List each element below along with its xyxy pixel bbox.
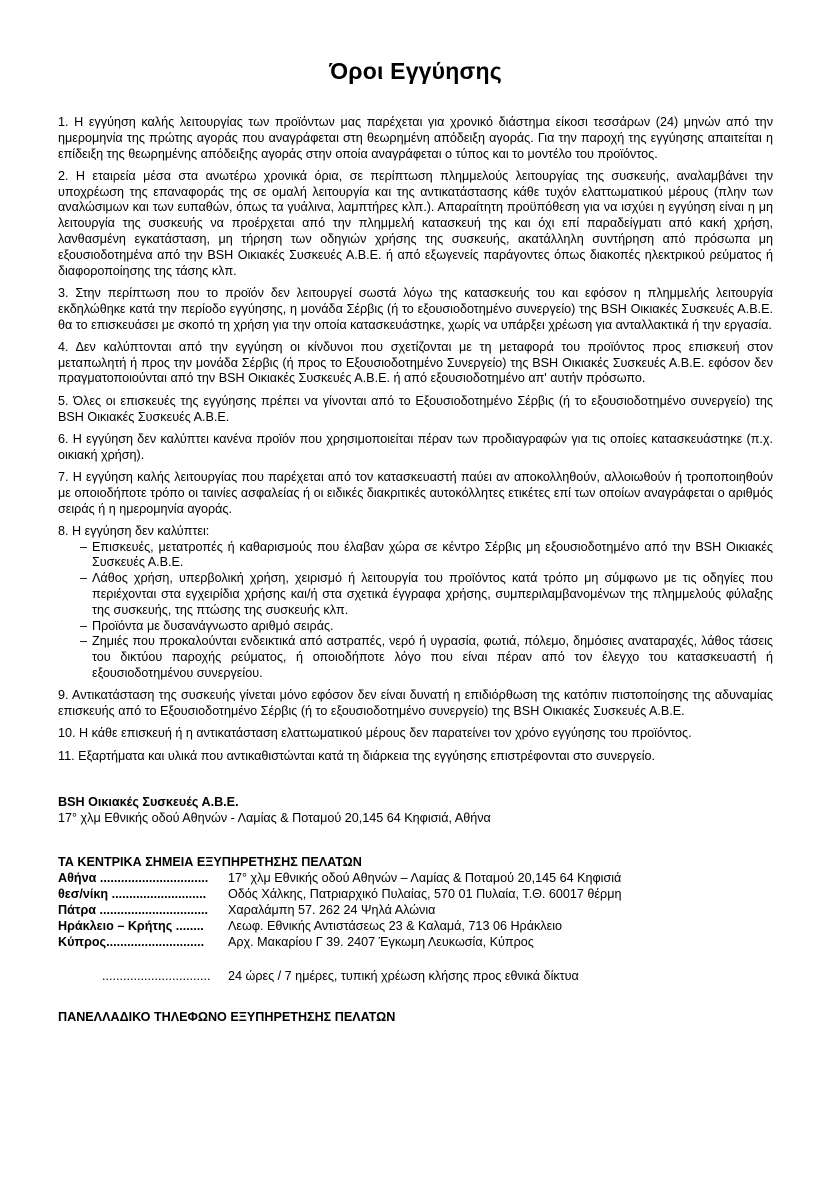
center-address: Αρχ. Μακαρίου Γ 39. 2407 Έγκωμη Λευκωσία, Κύπρος bbox=[228, 935, 534, 950]
term-6: 6. Η εγγύηση δεν καλύπτει κανένα προϊόν που χρησιμοποιείται πέραν των προδιαγραφών για τις οποίες κατασκευάστηκε (π.χ. οικιακή χρήση). bbox=[58, 431, 773, 462]
service-hours: 24 ώρες / 7 ημέρες, τυπική χρέωση κλήσης προς εθνικά δίκτυα bbox=[228, 969, 579, 984]
term-10: 10. Η κάθε επισκευή ή η αντικατάσταση ελαττωματικού μέρους δεν παρατείνει τον χρόνο εγγύησης του προϊόντος. bbox=[58, 726, 692, 741]
term-1: 1. Η εγγύηση καλής λειτουργίας των προϊόντων μας παρέχεται για χρονικό διάστημα είκοσι τεσσάρων (24) μηνών από την ημερομηνία της πρώτης αγοράς που αναγράφεται στη θεωρημένη απόδειξη αγοράς. Για την παροχή της εγγύησης απαιτείται η επίδειξη της θεωρημένης απόδειξης αγοράς στην οποία αναγράφεται ο τύπος και το μοντέλο του προϊόντος. bbox=[58, 115, 773, 161]
center-city: θεσ/νίκη ........................... bbox=[58, 887, 207, 902]
service-center-row bbox=[58, 886, 773, 902]
term-7: 7. Η εγγύηση καλής λειτουργίας που παρέχεται από τον κατασκευαστή παύει αν αποκολληθούν, αλλοιωθούν ή τροποποιηθούν με οποιοδήποτε τρόπο οι ταινίες ασφαλείας ή οι ειδικές διακριτικές αυτοκόλλητες ετικέτες επί των οποίων αναγράφεται ο αριθμός σειράς ή η ημερομηνία αγοράς. bbox=[58, 469, 773, 516]
term-3: 3. Στην περίπτωση που το προϊόν δεν λειτουργεί σωστά λόγω της κατασκευής του και εφόσον η πλημμελής λειτουργία εκδηλώθηκε κατά την περίοδο εγγύησης, η μονάδα Σέρβις (ή το εξουσιοδοτημένο συνεργείο) της BSH Οικιακές Συσκευές Α.Β.Ε. θα το επισκευάσει με σκοπό τη χρήση για την οποία κατασκευάστηκε, χωρίς να υπάρξει χρέωση για ανταλλακτικά ή την εργασία. bbox=[58, 285, 773, 332]
center-city: Πάτρα ............................... bbox=[58, 903, 208, 918]
service-center-row bbox=[58, 870, 773, 886]
term-8 bbox=[58, 524, 773, 682]
term-8-intro: 8. Η εγγύηση δεν καλύπτει: bbox=[58, 523, 210, 538]
exclusion-item: – Επισκευές, μετατροπές ή καθαρισμούς που έλαβαν χώρα σε κέντρο Σέρβις μη εξουσιοδοτημένο από την BSH Οικιακές Συσκευές Α.Β.Ε. bbox=[80, 540, 773, 572]
company-address: 17° χλμ Εθνικής οδού Αθηνών - Λαμίας & Ποταμού 20,145 64 Κηφισιά, Αθήνα bbox=[58, 811, 491, 826]
hours-leader-dots: ............................... bbox=[102, 969, 211, 984]
center-address: Λεωφ. Εθνικής Αντιστάσεως 23 & Καλαμά, 713 06 Ηράκλειο bbox=[228, 919, 562, 934]
term-5: 5. Όλες οι επισκευές της εγγύησης πρέπει να γίνονται από το Εξουσιοδοτημένο Σέρβις (ή το εξουσιοδοτημένο συνεργείο) της BSH Οικιακές Συσκευές Α.Β.Ε. bbox=[58, 393, 773, 424]
term-4: 4. Δεν καλύπτονται από την εγγύηση οι κίνδυνοι που σχετίζονται με τη μεταφορά του προϊόντος προς επισκευή στον μεταπωλητή ή προς την μονάδα Σέρβις (ή προς το Εξουσιοδοτημένο Συνεργείο) της BSH Οικιακές Συσκευές Α.Β.Ε. εφόσον δεν πραγματοποιούνται από την BSH Οικιακές Συσκευές Α.Β.Ε. ή από εξουσιοδοτημένο απ' αυτήν πρόσωπο. bbox=[58, 339, 773, 386]
company-name: BSH Οικιακές Συσκευές Α.Β.Ε. bbox=[58, 795, 239, 810]
center-city: Αθήνα ............................... bbox=[58, 871, 209, 886]
warranty-page bbox=[58, 58, 773, 1024]
service-centers-heading: ΤΑ ΚΕΝΤΡΙΚΑ ΣΗΜΕΙΑ ΕΞΥΠΗΡΕΤΗΣΗΣ ΠΕΛΑΤΩΝ bbox=[58, 855, 362, 870]
company-block bbox=[58, 794, 773, 826]
exclusion-item: – Ζημιές που προκαλούνται ενδεικτικά από αστραπές, νερό ή υγρασία, φωτιά, πόλεμο, δημόσιες αναταραχές, λάθος τάσεις του δικτύου παροχής ρεύματος, ή οποιοδήποτε λόγο που είναι πέραν από τον έλεγχο του κατασκευαστή ή εξουσιοδοτημένου συνεργείου. bbox=[80, 634, 773, 681]
term-9: 9. Αντικατάσταση της συσκευής γίνεται μόνο εφόσον δεν είναι δυνατή η επιδιόρθωση της κατόπιν πιστοποίησης της αδυναμίας επισκευής από το Εξουσιοδοτημένο Σέρβις (ή το εξουσιοδοτημένο συνεργείο) της BSH Οικιακές Συσκευές Α.Β.Ε. bbox=[58, 688, 773, 719]
hotline-heading: ΠΑΝΕΛΛΑΔΙΚΟ ΤΗΛΕΦΩΝΟ ΕΞΥΠΗΡΕΤΗΣΗΣ ΠΕΛΑΤΩΝ bbox=[58, 1010, 396, 1025]
exclusions-list bbox=[80, 540, 773, 682]
terms-list bbox=[58, 115, 773, 764]
term-11: 11. Εξαρτήματα και υλικά που αντικαθιστώνται κατά τη διάρκεια της εγγύησης επιστρέφονται στο συνεργείο. bbox=[58, 748, 656, 763]
center-address: 17° χλμ Εθνικής οδού Αθηνών – Λαμίας & Ποταμού 20,145 64 Κηφισιά bbox=[228, 871, 622, 886]
service-hours-row bbox=[58, 968, 773, 984]
exclusion-item: – Προϊόντα με δυσανάγνωστο αριθμό σειράς. bbox=[80, 619, 773, 635]
center-city: Κύπρος............................ bbox=[58, 935, 205, 950]
exclusion-item: – Λάθος χρήση, υπερβολική χρήση, χειρισμό ή λειτουργία του προϊόντος κατά τρόπο μη σύμφωνο με τις οδηγίες που περιέχονται στα εγχειρίδια χρήσης και/ή στα σχετικά έγγραφα χρήσης, συμπεριλαμβανομένων της πλημμελούς φύλαξης της συσκευής, της πτώσης της συσκευής κλπ. bbox=[80, 571, 773, 618]
service-center-row bbox=[58, 902, 773, 918]
service-center-row bbox=[58, 934, 773, 950]
page-title: Όροι Εγγύησης bbox=[329, 58, 502, 84]
service-center-row bbox=[58, 918, 773, 934]
center-city: Ηράκλειο – Κρήτης ........ bbox=[58, 919, 204, 934]
center-address: Χαραλάμπη 57. 262 24 Ψηλά Αλώνια bbox=[228, 903, 436, 918]
center-address: Οδός Χάλκης, Πατριαρχικό Πυλαίας, 570 01 Πυλαία, Τ.Θ. 60017 θέρμη bbox=[228, 887, 622, 902]
term-2: 2. Η εταιρεία μέσα στα ανωτέρω χρονικά όρια, σε περίπτωση πλημμελούς λειτουργίας της συσκευής, αναλαμβάνει την υποχρέωση της επαναφοράς της σε ομαλή λειτουργία και της αντικατάστασης κάθε τυχόν ελαττωματικού μέρους (πλην των αναλώσιμων και των ευπαθών, όπως τα γυάλινα, λαμπτήρες κλπ.). Απαραίτητη προϋπόθεση για να ισχύει η εγγύηση είναι η μη λειτουργία της συσκευής να προέρχεται από την πλημμελή κατασκευή της και όχι επί παραδείγματι από κακή χρήση, λανθασμένη εγκατάσταση, μη τήρηση των οδηγιών χρήσης της συσκευής, ακατάλληλη συντήρηση από πρόσωπα μη εξουσιοδοτημένα από την BSH Οικιακές Συσκευές Α.Β.Ε. ή από εξωγενείς παράγοντες όπως διακοπές ηλεκτρικού ρεύματος ή διαφοροποίησης της τάσης κλπ. bbox=[58, 168, 773, 278]
service-centers bbox=[58, 854, 773, 984]
